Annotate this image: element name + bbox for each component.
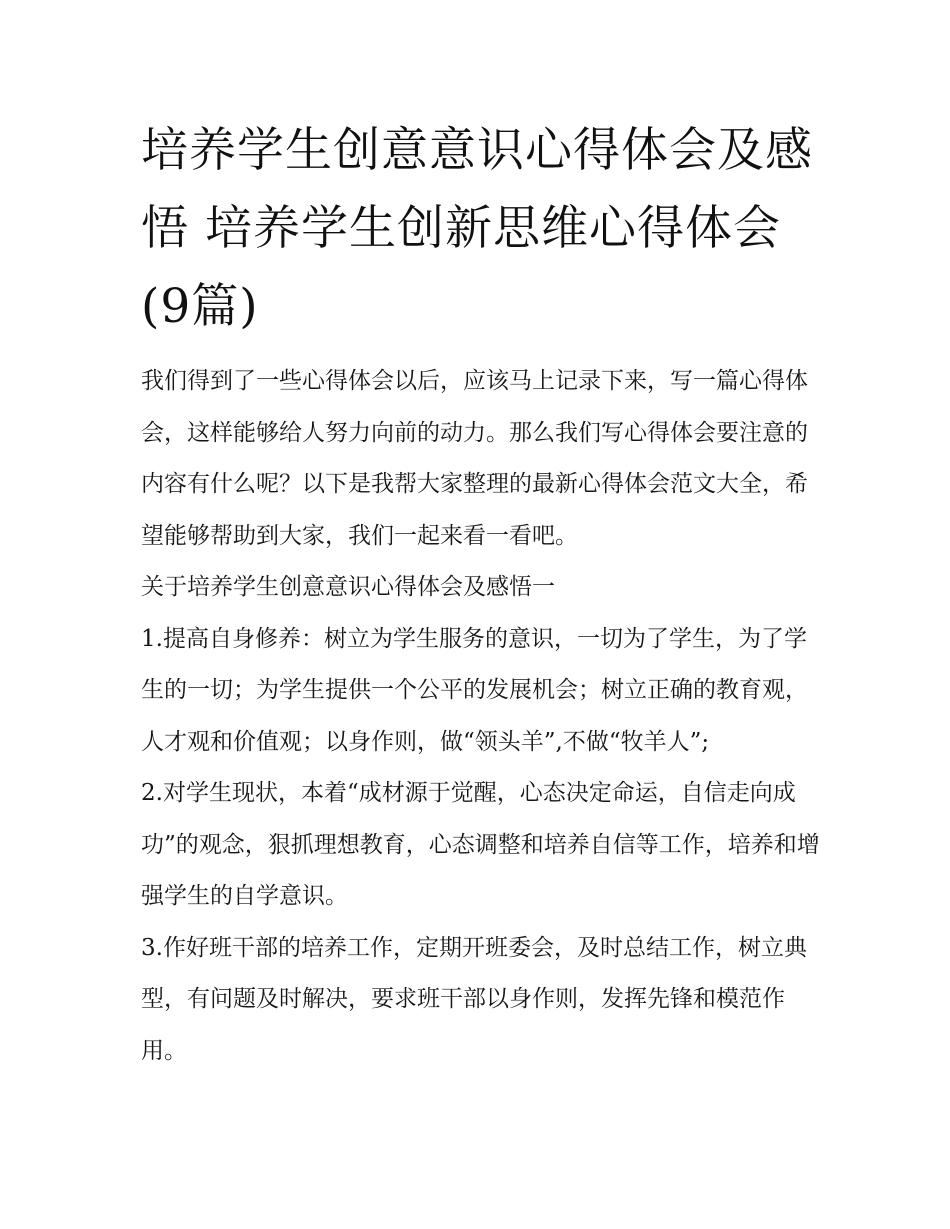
intro-paragraph: 我们得到了一些心得体会以后，应该马上记录下来，写一篇心得体会，这样能够给人努力向前的动力。那么我们写心得体会要注意的内容有什么呢？以下是我帮大家整理的最新心得体会范文大全，希望能够帮助到大家，我们一起来看一看吧。: [141, 368, 808, 549]
document-body: [141, 356, 821, 1077]
section-heading: 关于培养学生创意意识心得体会及感悟一: [141, 574, 555, 600]
list-item-2: 2.对学生现状，本着“成材源于觉醒，心态决定命运，自信走向成功”的观念，狠抓理想教育，心态调整和培养自信等工作，培养和增强学生的自学意识。: [141, 780, 820, 909]
list-item-1: 1.提高自身修养：树立为学生服务的意识，一切为了学生，为了学生的一切；为学生提供一个公平的发展机会；树立正确的教育观，人才观和价值观；以身作则，做“领头羊”,不做“牧羊人”;: [141, 625, 808, 755]
list-item-3: 3.作好班干部的培养工作，定期开班委会，及时总结工作，树立典型，有问题及时解决，要求班干部以身作则，发挥先锋和模范作用。: [141, 934, 807, 1064]
document-title: 培养学生创意意识心得体会及感悟 培养学生创新思维心得体会(9篇): [141, 123, 813, 334]
